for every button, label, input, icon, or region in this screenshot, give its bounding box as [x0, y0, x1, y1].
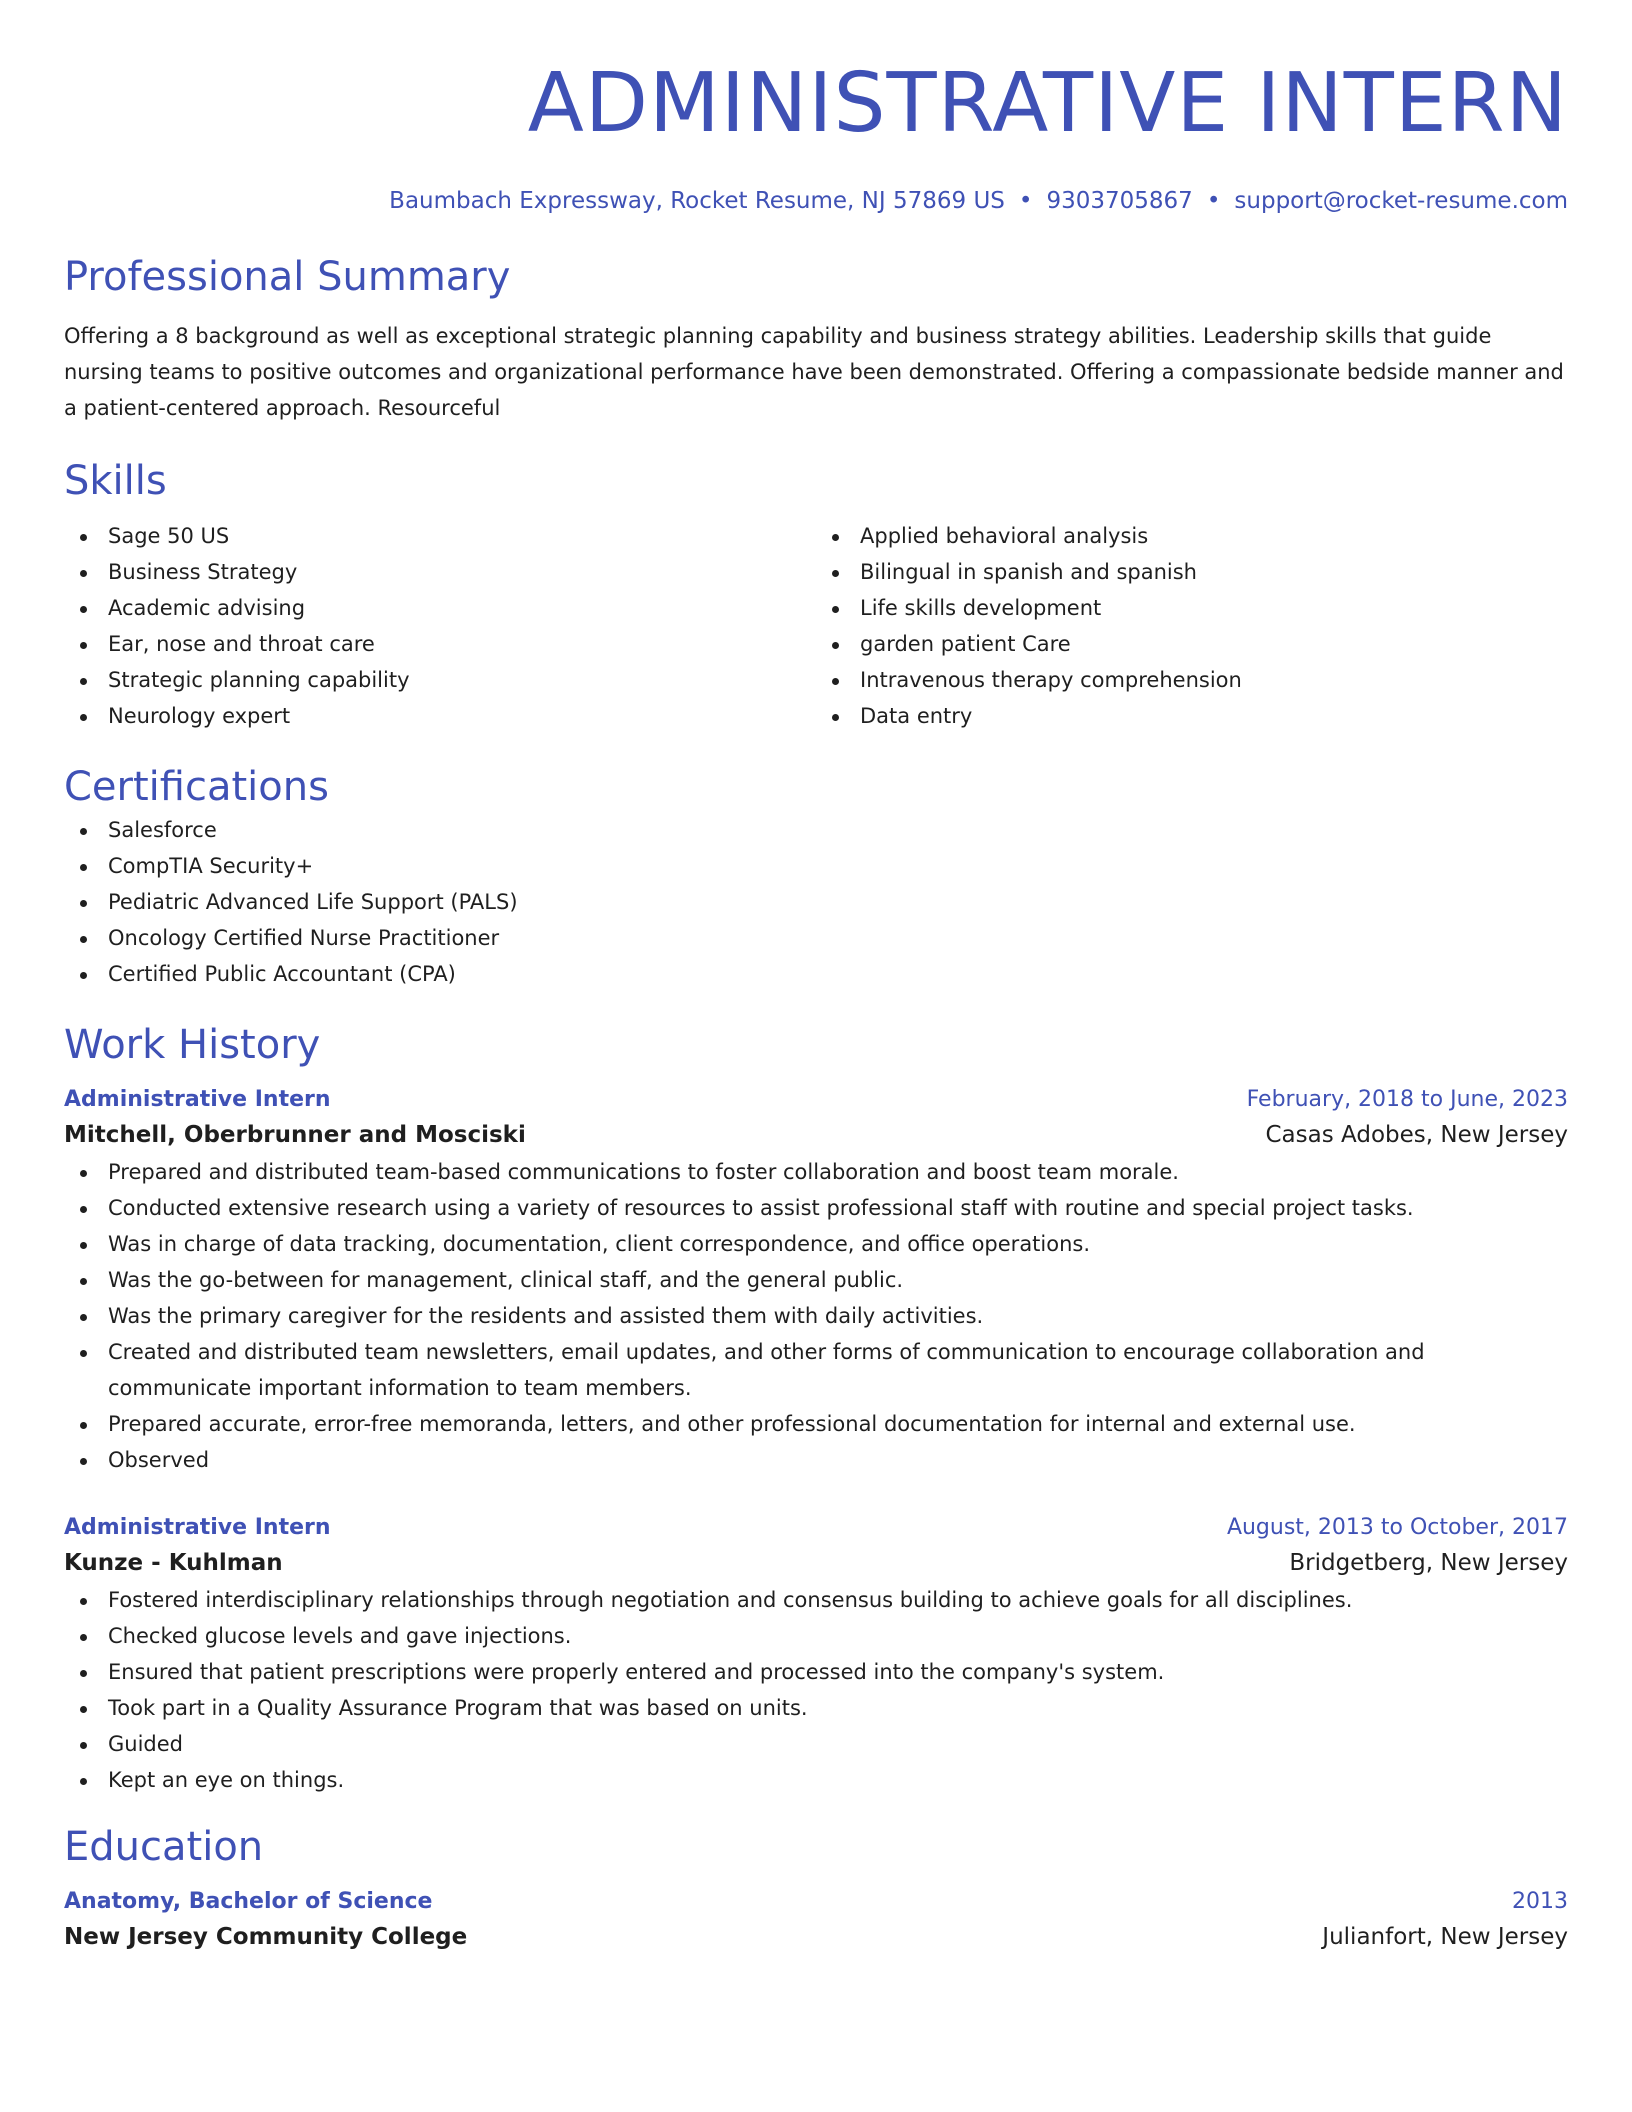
skill-item: Applied behavioral analysis — [816, 518, 1568, 554]
job-company: Kunze - Kuhlman — [64, 1550, 283, 1576]
job-bullet: Observed — [64, 1442, 1568, 1478]
job-dates: February, 2018 to June, 2023 — [1246, 1087, 1568, 1112]
resume-header — [64, 56, 1568, 216]
skill-item: Neurology expert — [64, 698, 816, 734]
skills-left-column — [64, 518, 816, 734]
education-school-row — [64, 1918, 1568, 1956]
certification-item: Oncology Certified Nurse Practitioner — [64, 920, 1568, 956]
summary-heading: Professional Summary — [64, 254, 511, 300]
job-bullet: Ensured that patient prescriptions were properly entered and processed into the company's system. — [64, 1654, 1568, 1690]
certifications-section — [64, 762, 1568, 992]
contact-address: Baumbach Expressway, Rocket Resume, NJ 57869 US — [389, 188, 1005, 214]
contact-separator: • — [1018, 188, 1033, 214]
skills-section — [64, 456, 1568, 734]
education-heading: Education — [64, 1824, 264, 1870]
job-company-row — [64, 1116, 1568, 1154]
job-bullet: Guided — [64, 1726, 1568, 1762]
job-title-row — [64, 1084, 1568, 1116]
certification-item: Certified Public Accountant (CPA) — [64, 956, 1568, 992]
skill-item: Strategic planning capability — [64, 662, 816, 698]
skill-item: garden patient Care — [816, 626, 1568, 662]
contact-phone: 9303705867 — [1046, 188, 1193, 214]
education-section — [64, 1822, 1568, 1956]
job-bullet: Fostered interdisciplinary relationships through negotiation and consensus building to achieve goals for all disciplines. — [64, 1582, 1568, 1618]
job-bullet: Took part in a Quality Assurance Program that was based on units. — [64, 1690, 1568, 1726]
skill-item: Bilingual in spanish and spanish — [816, 554, 1568, 590]
job-entry — [64, 1084, 1568, 1478]
job-title-row — [64, 1512, 1568, 1544]
contact-email: support@rocket-resume.com — [1234, 188, 1568, 214]
job-bullet: Prepared and distributed team-based communications to foster collaboration and boost team morale. — [64, 1154, 1568, 1190]
job-entry — [64, 1512, 1568, 1798]
skills-grid — [64, 518, 1568, 734]
job-title: Administrative Intern — [64, 1087, 331, 1112]
job-bullet: Was in charge of data tracking, documentation, client correspondence, and office operations. — [64, 1226, 1568, 1262]
job-location: Casas Adobes, New Jersey — [1265, 1122, 1568, 1148]
work-history-heading: Work History — [64, 1022, 321, 1068]
education-year: 2013 — [1512, 1889, 1568, 1914]
education-entry — [64, 1886, 1568, 1956]
skill-item: Sage 50 US — [64, 518, 816, 554]
certification-item: Pediatric Advanced Life Support (PALS) — [64, 884, 1568, 920]
job-company-row — [64, 1544, 1568, 1582]
work-history-section — [64, 1020, 1568, 1798]
job-title: Administrative Intern — [64, 1515, 331, 1540]
job-bullets — [64, 1154, 1568, 1478]
education-degree-row — [64, 1886, 1568, 1918]
job-company: Mitchell, Oberbrunner and Mosciski — [64, 1122, 526, 1148]
job-bullet: Created and distributed team newsletters, email updates, and other forms of communication to encourage collaboration and communicate important information to team members. — [64, 1334, 1568, 1406]
contact-line — [64, 186, 1568, 216]
skill-item: Intravenous therapy comprehension — [816, 662, 1568, 698]
contact-separator: • — [1206, 188, 1221, 214]
certifications-heading: Certifications — [64, 764, 329, 810]
summary-text: Offering a 8 background as well as exceptional strategic planning capability and business strategy abilities. Leadership skills that guide nursing teams to positive outcomes and organizational performance have been demonstrated. Offering a compassionate bedside manner and a patient-centered approach. Resourceful — [64, 324, 1564, 420]
skills-heading: Skills — [64, 458, 167, 504]
education-degree: Anatomy, Bachelor of Science — [64, 1889, 433, 1914]
certifications-list — [64, 812, 1568, 992]
resume-title: ADMINISTRATIVE INTERN — [527, 56, 1568, 151]
summary-section — [64, 252, 1568, 426]
job-bullet: Was the primary caregiver for the residents and assisted them with daily activities. — [64, 1298, 1568, 1334]
skills-right-column — [816, 518, 1568, 734]
skill-item: Business Strategy — [64, 554, 816, 590]
job-dates: August, 2013 to October, 2017 — [1226, 1515, 1568, 1540]
education-location: Julianfort, New Jersey — [1322, 1924, 1568, 1950]
skill-item: Ear, nose and throat care — [64, 626, 816, 662]
skill-item: Life skills development — [816, 590, 1568, 626]
job-bullet: Checked glucose levels and gave injections. — [64, 1618, 1568, 1654]
job-bullet: Was the go-between for management, clinical staff, and the general public. — [64, 1262, 1568, 1298]
certification-item: CompTIA Security+ — [64, 848, 1568, 884]
skill-item: Data entry — [816, 698, 1568, 734]
job-bullet: Prepared accurate, error-free memoranda, letters, and other professional documentation for internal and external use. — [64, 1406, 1568, 1442]
certification-item: Salesforce — [64, 812, 1568, 848]
job-location: Bridgetberg, New Jersey — [1289, 1550, 1568, 1576]
job-bullets — [64, 1582, 1568, 1798]
job-bullet: Conducted extensive research using a variety of resources to assist professional staff with routine and special project tasks. — [64, 1190, 1568, 1226]
skill-item: Academic advising — [64, 590, 816, 626]
education-school: New Jersey Community College — [64, 1924, 468, 1950]
job-bullet: Kept an eye on things. — [64, 1762, 1568, 1798]
